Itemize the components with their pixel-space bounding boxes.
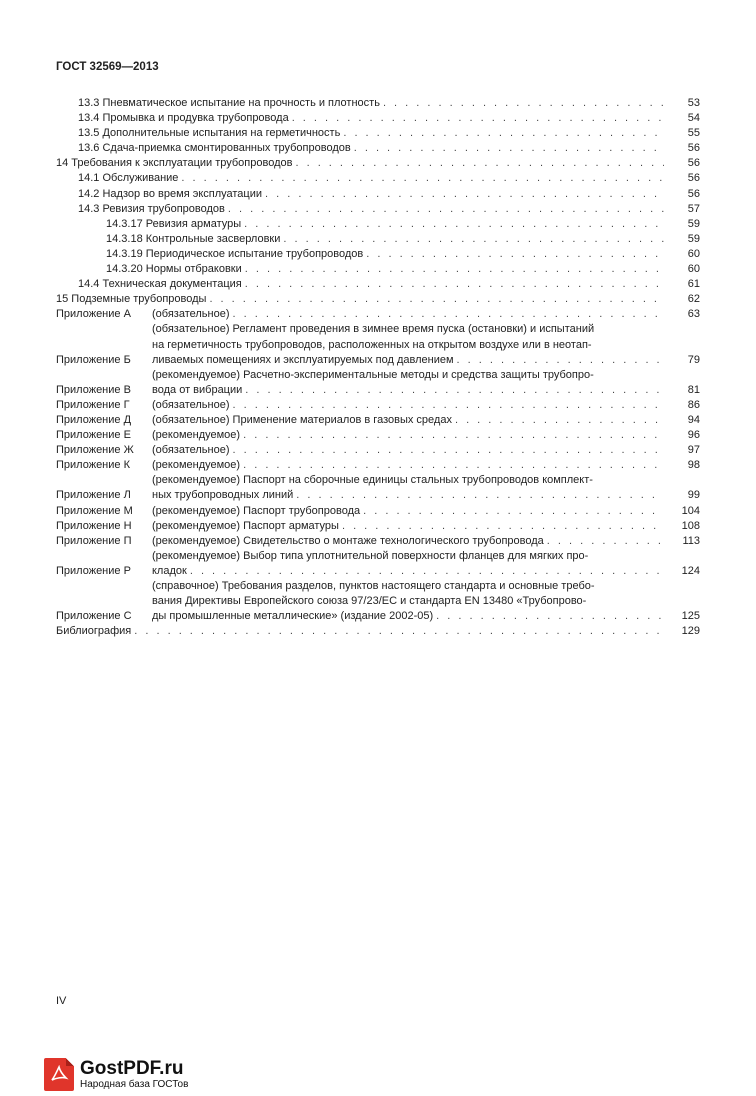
toc-appendix-prefix: Приложение Ж — [56, 444, 134, 457]
toc-page-number: 94 — [687, 413, 700, 426]
toc-appendix-prefix: Приложение Л — [56, 489, 131, 502]
toc-page-number: 56 — [687, 142, 700, 155]
dot-leader — [292, 156, 664, 171]
toc-entry-text: 15 Подземные трубопроводы — [56, 293, 207, 306]
page-header: ГОСТ 32569—2013 — [56, 61, 159, 73]
toc-appendix-prefix: Приложение А — [56, 308, 131, 321]
toc-page-number: 97 — [687, 444, 700, 457]
toc-entry[interactable] — [56, 171, 700, 186]
toc-entry-text: (обязательное) Применение материалов в газовых средах — [152, 413, 452, 426]
toc-entry[interactable] — [56, 111, 700, 126]
toc-entry[interactable] — [56, 156, 700, 171]
toc-entry-text: вания Директивы Европейского союза 97/23/ЕС и стандарта EN 13480 «Трубопрово- — [152, 595, 587, 608]
toc-entry-text: 14.4 Техническая документация — [78, 278, 242, 291]
toc-entry-text: ды промышленные металлические» (издание 2002-05) — [152, 610, 434, 623]
toc-appendix-prefix: Приложение В — [56, 383, 131, 396]
toc-entry-text: кладок — [152, 564, 187, 577]
toc-appendix-prefix: Приложение Б — [56, 353, 131, 366]
toc-entry-text: (справочное) Требования разделов, пунктов настоящего стандарта и основные требо- — [152, 580, 595, 592]
toc-entry-text: (рекомендуемое) Выбор типа уплотнительной поверхности фланцев для мягких про- — [152, 549, 589, 562]
page-number: IV — [56, 995, 67, 1007]
dot-leader — [360, 504, 664, 519]
dot-leader — [433, 609, 664, 624]
dot-leader — [225, 202, 664, 217]
toc-entry-text: (рекомендуемое) Паспорт трубопровода — [152, 504, 361, 517]
dot-leader — [293, 488, 664, 503]
toc-entry[interactable] — [56, 443, 700, 458]
toc-page-number: 104 — [681, 504, 700, 517]
toc-entry[interactable] — [56, 398, 700, 413]
toc-appendix-prefix: Приложение Е — [56, 429, 131, 442]
dot-leader — [339, 519, 664, 534]
dot-leader — [206, 292, 664, 307]
brand-watermark[interactable] — [44, 1058, 188, 1091]
toc-appendix-prefix: Приложение М — [56, 504, 133, 517]
dot-leader — [280, 232, 664, 247]
toc-page-number: 79 — [687, 353, 700, 366]
dot-leader — [544, 534, 664, 549]
toc-page-number: 53 — [687, 97, 700, 109]
toc-entry-text: 14.1 Обслуживание — [78, 172, 179, 185]
toc-entry[interactable] — [56, 307, 700, 322]
toc-entry[interactable] — [56, 322, 700, 367]
dot-leader — [289, 111, 664, 126]
dot-leader — [241, 217, 664, 232]
toc-page-number: 55 — [687, 127, 700, 140]
toc-entry[interactable] — [56, 519, 700, 534]
toc-entry[interactable] — [56, 262, 700, 277]
toc-appendix-prefix: Приложение Р — [56, 564, 131, 577]
toc-page-number: 99 — [687, 489, 700, 502]
toc-entry[interactable] — [56, 549, 700, 579]
toc-page-number: 56 — [687, 157, 700, 170]
toc-entry-text: (рекомендуемое) — [152, 459, 241, 472]
toc-entry[interactable] — [56, 534, 700, 549]
toc-page-number: 96 — [687, 429, 700, 442]
brand-tagline: Народная база ГОСТов — [80, 1078, 189, 1090]
toc-entry[interactable] — [56, 292, 700, 307]
toc-entry-text: (обязательное) — [152, 308, 230, 321]
toc-page-number: 59 — [687, 232, 700, 245]
toc-page-number: 62 — [687, 293, 700, 306]
dot-leader — [452, 413, 664, 428]
toc-entry[interactable] — [56, 217, 700, 232]
toc-entry[interactable] — [56, 458, 700, 473]
toc-appendix-prefix: Приложение Г — [56, 398, 130, 411]
toc-page-number: 63 — [687, 308, 700, 321]
toc-entry-text: 14.3 Ревизия трубопроводов — [78, 202, 225, 215]
toc-entry[interactable] — [56, 428, 700, 443]
dot-leader — [380, 96, 664, 111]
brand-name: GostPDF.ru — [80, 1057, 184, 1079]
toc-entry-text: (обязательное) — [152, 398, 230, 411]
dot-leader — [131, 624, 664, 639]
toc-page-number: 129 — [681, 625, 700, 638]
toc-appendix-prefix: Приложение Д — [56, 413, 132, 426]
toc-page-number: 124 — [681, 564, 700, 577]
dot-leader — [454, 353, 664, 368]
dot-leader — [262, 187, 664, 202]
toc-entry-text: 13.6 Сдача-приемка смонтированных трубопроводов — [78, 142, 351, 155]
toc-entry-text: (рекомендуемое) Паспорт арматуры — [152, 519, 339, 532]
toc-entry[interactable] — [56, 473, 700, 503]
toc-entry-text: (рекомендуемое) Паспорт на сборочные единицы стальных трубопроводов комплект- — [152, 474, 593, 487]
toc-entry-text: (обязательное) Регламент проведения в зимнее время пуска (остановки) и испытаний — [152, 323, 595, 336]
toc-appendix-prefix: Приложение С — [56, 610, 132, 623]
toc-entry[interactable] — [56, 187, 700, 202]
toc-entry-text: ливаемых помещениях и эксплуатируемых под давлением — [152, 353, 454, 366]
toc-page-number: 54 — [687, 112, 700, 125]
pdf-logo-icon — [44, 1058, 74, 1091]
toc-entry-text: вода от вибрации — [152, 383, 243, 396]
dot-leader — [363, 247, 664, 262]
dot-leader — [351, 141, 664, 156]
dot-leader — [230, 443, 664, 458]
dot-leader — [242, 383, 664, 398]
toc-entry[interactable] — [56, 504, 700, 519]
toc-appendix-prefix: Приложение П — [56, 534, 132, 547]
toc-entry[interactable] — [56, 202, 700, 217]
toc-page-number: 108 — [681, 519, 700, 532]
toc-entry[interactable] — [56, 277, 700, 292]
dot-leader — [187, 564, 664, 579]
toc-page-number: 60 — [687, 263, 700, 276]
toc-page-number: 60 — [687, 247, 700, 260]
toc-page-number: 56 — [687, 187, 700, 200]
toc-appendix-prefix: Приложение Н — [56, 519, 132, 532]
toc-page-number: 86 — [687, 398, 700, 411]
toc-entry-text: 13.4 Промывка и продувка трубопровода — [78, 112, 289, 125]
toc-entry[interactable] — [56, 126, 700, 141]
dot-leader — [240, 458, 664, 473]
toc-entry-text: (рекомендуемое) Расчетно-экспериментальные методы и средства защиты трубопро- — [152, 368, 594, 381]
dot-leader — [340, 126, 664, 141]
dot-leader — [242, 262, 664, 277]
dot-leader — [242, 277, 664, 292]
toc-page-number: 81 — [687, 383, 700, 396]
toc-entry-text: Библиография — [56, 625, 132, 638]
toc-entry[interactable] — [56, 96, 700, 111]
toc-entry-text: 13.5 Дополнительные испытания на герметичность — [78, 127, 341, 140]
toc-entry-text: (рекомендуемое) Свидетельство о монтаже технологического трубопровода — [152, 534, 544, 547]
toc-entry[interactable] — [56, 413, 700, 428]
toc-entry-text: на герметичность трубопроводов, расположенных на открытом воздухе или в неотап- — [152, 338, 592, 351]
toc-page-number: 125 — [681, 610, 700, 623]
toc-entry-text: 14.3.17 Ревизия арматуры — [106, 217, 242, 230]
dot-leader — [178, 171, 664, 186]
toc-page-number: 98 — [687, 459, 700, 472]
toc-page-number: 113 — [682, 534, 700, 547]
table-of-contents — [56, 96, 700, 639]
toc-page-number: 61 — [687, 278, 700, 291]
dot-leader — [230, 307, 664, 322]
toc-entry-text: 14 Требования к эксплуатации трубопроводов — [56, 157, 293, 170]
toc-entry-text: 13.3 Пневматическое испытание на прочность и плотность — [78, 97, 380, 109]
dot-leader — [240, 428, 664, 443]
toc-page-number: 57 — [687, 202, 700, 215]
toc-entry[interactable] — [56, 232, 700, 247]
dot-leader — [230, 398, 664, 413]
toc-entry[interactable] — [56, 579, 700, 624]
toc-page-number: 56 — [687, 172, 700, 185]
toc-entry-text: 14.3.19 Периодическое испытание трубопроводов — [106, 247, 364, 260]
toc-entry-text: 14.3.18 Контрольные засверловки — [106, 232, 281, 245]
toc-entry[interactable] — [56, 368, 700, 398]
toc-entry-text: ных трубопроводных линий — [152, 489, 294, 502]
toc-page-number: 59 — [687, 217, 700, 230]
toc-entry[interactable] — [56, 624, 700, 639]
toc-appendix-prefix: Приложение К — [56, 459, 130, 472]
toc-entry[interactable] — [56, 141, 700, 156]
toc-entry-text: 14.3.20 Нормы отбраковки — [106, 263, 242, 276]
toc-entry-text: 14.2 Надзор во время эксплуатации — [78, 187, 263, 200]
toc-entry-text: (обязательное) — [152, 444, 230, 457]
toc-entry[interactable] — [56, 247, 700, 262]
toc-entry-text: (рекомендуемое) — [152, 429, 241, 442]
